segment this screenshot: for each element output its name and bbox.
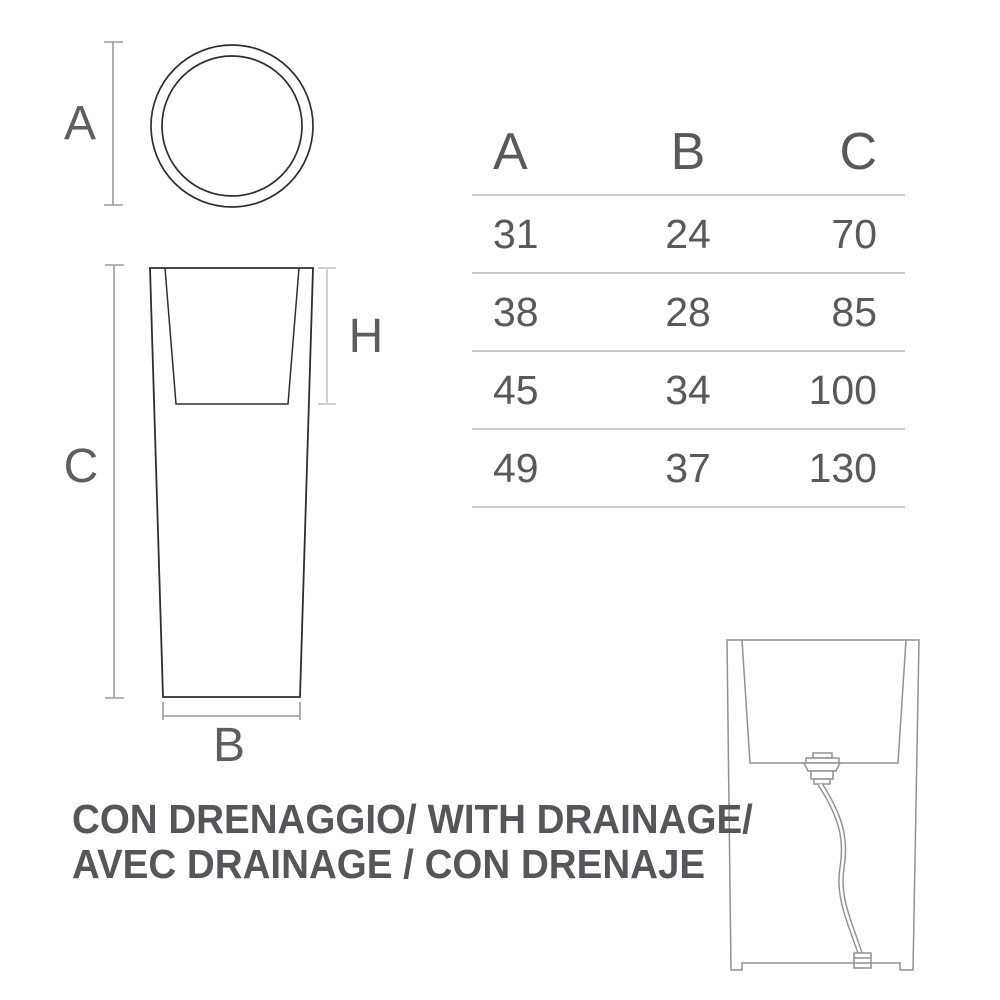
dimension-line-c [105, 265, 124, 698]
dimension-line-a [104, 42, 123, 205]
drainage-cross-section [727, 640, 919, 970]
cell-b: 28 [665, 288, 711, 335]
outer-rim-circle [151, 45, 313, 207]
cell-a: 38 [493, 288, 539, 335]
pot-top-view [151, 45, 313, 207]
size-table-header-row [472, 110, 905, 196]
cell-b: 34 [665, 366, 711, 413]
drainage-caption [72, 797, 753, 887]
inner-rim-circle [162, 56, 302, 196]
pot-inner-cavity [165, 268, 299, 404]
cell-b: 24 [665, 210, 711, 257]
table-row [472, 430, 905, 508]
table-row [472, 196, 905, 274]
cell-c: 85 [831, 288, 877, 335]
drainage-tube [820, 784, 860, 953]
table-row [472, 274, 905, 352]
drain-fitting [804, 753, 840, 784]
drainage-caption-line2: AVEC DRAINAGE / CON DRENAJE [72, 841, 706, 887]
table-row [472, 352, 905, 430]
label-dimension-b: B [212, 719, 245, 772]
column-header-b: B [670, 123, 706, 181]
inner-basin [742, 640, 906, 763]
dimension-line-h [318, 268, 336, 404]
cell-a: 31 [493, 210, 539, 257]
cell-a: 49 [493, 444, 539, 491]
label-dimension-c: C [63, 440, 99, 493]
pot-outline [150, 268, 313, 697]
column-header-a: A [493, 123, 528, 181]
cell-b: 37 [665, 444, 711, 491]
shell-outline [727, 640, 919, 970]
cell-a: 45 [493, 366, 539, 413]
pot-side-view [150, 268, 313, 697]
label-dimension-a: A [63, 97, 96, 150]
cell-c: 130 [808, 444, 877, 491]
cell-c: 100 [808, 366, 877, 413]
label-dimension-h: H [348, 310, 384, 363]
column-header-c: C [839, 123, 877, 181]
drainage-caption-line1: CON DRENAGGIO/ WITH DRAINAGE/ [72, 796, 753, 842]
tube-end-connector [854, 953, 871, 968]
size-table [472, 110, 905, 508]
cell-c: 70 [831, 210, 877, 257]
dimension-line-b [163, 702, 300, 720]
